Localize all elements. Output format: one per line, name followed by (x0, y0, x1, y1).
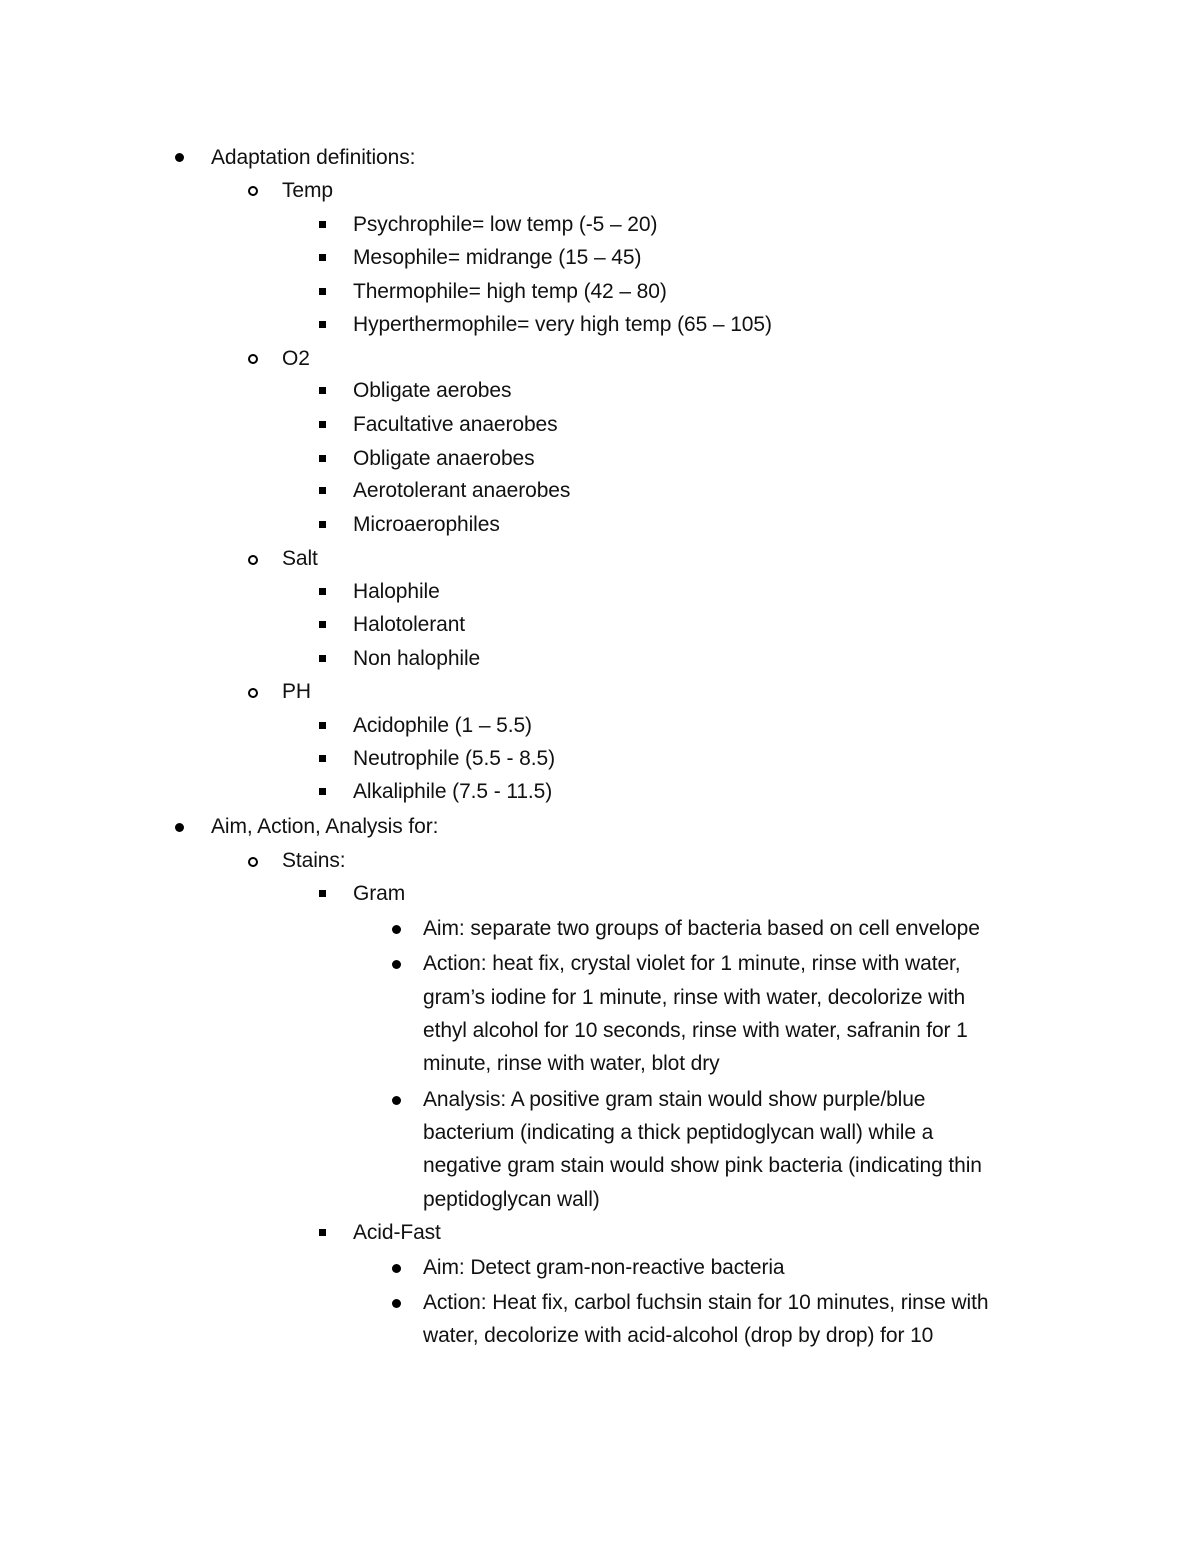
list-item-level2: PH (282, 680, 311, 703)
bullet-circle-icon (248, 186, 258, 196)
bullet-square-icon (319, 890, 326, 897)
bullet-square-icon (319, 221, 326, 228)
bullet-square-icon (319, 655, 326, 662)
bullet-square-icon (319, 421, 326, 428)
list-item-level1: Aim, Action, Analysis for: (211, 815, 439, 838)
bullet-disc-icon (175, 153, 184, 162)
list-item-level3: Obligate anaerobes (353, 447, 535, 470)
list-item-level2: Salt (282, 547, 318, 570)
bullet-square-icon (319, 487, 326, 494)
list-item-level3: Acidophile (1 – 5.5) (353, 714, 532, 737)
list-item-level2: Temp (282, 179, 333, 202)
list-item-level4-line: Action: Heat fix, carbol fuchsin stain for 10 minutes, rinse with (423, 1291, 989, 1314)
list-item-level3: Psychrophile= low temp (-5 – 20) (353, 213, 658, 236)
bullet-square-icon (319, 621, 326, 628)
list-item-level3: Halophile (353, 580, 440, 603)
list-item-level3: Hyperthermophile= very high temp (65 – 105) (353, 313, 772, 336)
list-item-level4-line: negative gram stain would show pink bacteria (indicating thin (423, 1154, 982, 1177)
list-item-level2: Stains: (282, 849, 346, 872)
bullet-circle-icon (248, 555, 258, 565)
bullet-disc-icon (392, 1096, 401, 1105)
bullet-circle-icon (248, 857, 258, 867)
bullet-disc-icon (392, 925, 401, 934)
list-item-level3: Mesophile= midrange (15 – 45) (353, 246, 642, 269)
list-item-level3: Acid-Fast (353, 1221, 441, 1244)
list-item-level4-line: minute, rinse with water, blot dry (423, 1052, 720, 1075)
list-item-level3: Halotolerant (353, 613, 466, 636)
bullet-square-icon (319, 788, 326, 795)
list-item-level4-line: Analysis: A positive gram stain would show purple/blue (423, 1088, 926, 1111)
bullet-disc-icon (392, 1299, 401, 1308)
bullet-square-icon (319, 1229, 326, 1236)
bullet-square-icon (319, 387, 326, 394)
bullet-square-icon (319, 755, 326, 762)
list-item-level3: Aerotolerant anaerobes (353, 479, 571, 502)
list-item-level2: O2 (282, 347, 310, 370)
list-item-level3: Alkaliphile (7.5 - 11.5) (353, 780, 553, 803)
bullet-square-icon (319, 722, 326, 729)
bullet-square-icon (319, 521, 326, 528)
list-item-level4: Aim: Detect gram-non-reactive bacteria (423, 1256, 785, 1279)
list-item-level3: Non halophile (353, 647, 481, 670)
list-item-level3: Facultative anaerobes (353, 413, 558, 436)
bullet-square-icon (319, 321, 326, 328)
list-item-level4-line: bacterium (indicating a thick peptidoglycan wall) while a (423, 1121, 934, 1144)
list-item-level4-line: ethyl alcohol for 10 seconds, rinse with water, safranin for 1 (423, 1019, 968, 1042)
bullet-square-icon (319, 455, 326, 462)
list-item-level4: Aim: separate two groups of bacteria based on cell envelope (423, 917, 980, 940)
list-item-level3: Neutrophile (5.5 - 8.5) (353, 747, 555, 770)
list-item-level4-line: peptidoglycan wall) (423, 1188, 600, 1211)
bullet-disc-icon (392, 1264, 401, 1273)
bullet-disc-icon (175, 823, 184, 832)
list-item-level3: Obligate aerobes (353, 379, 512, 402)
list-item-level4-line: water, decolorize with acid-alcohol (drop by drop) for 10 (423, 1324, 934, 1347)
list-item-level3: Microaerophiles (353, 513, 500, 536)
list-item-level4-line: gram’s iodine for 1 minute, rinse with water, decolorize with (423, 986, 966, 1009)
list-item-level3: Thermophile= high temp (42 – 80) (353, 280, 667, 303)
list-item-level1: Adaptation definitions: (211, 146, 416, 169)
bullet-square-icon (319, 254, 326, 261)
bullet-circle-icon (248, 688, 258, 698)
list-item-level4-line: Action: heat fix, crystal violet for 1 minute, rinse with water, (423, 952, 961, 975)
bullet-square-icon (319, 288, 326, 295)
bullet-square-icon (319, 588, 326, 595)
bullet-disc-icon (392, 960, 401, 969)
list-item-level3: Gram (353, 882, 406, 905)
bullet-circle-icon (248, 354, 258, 364)
